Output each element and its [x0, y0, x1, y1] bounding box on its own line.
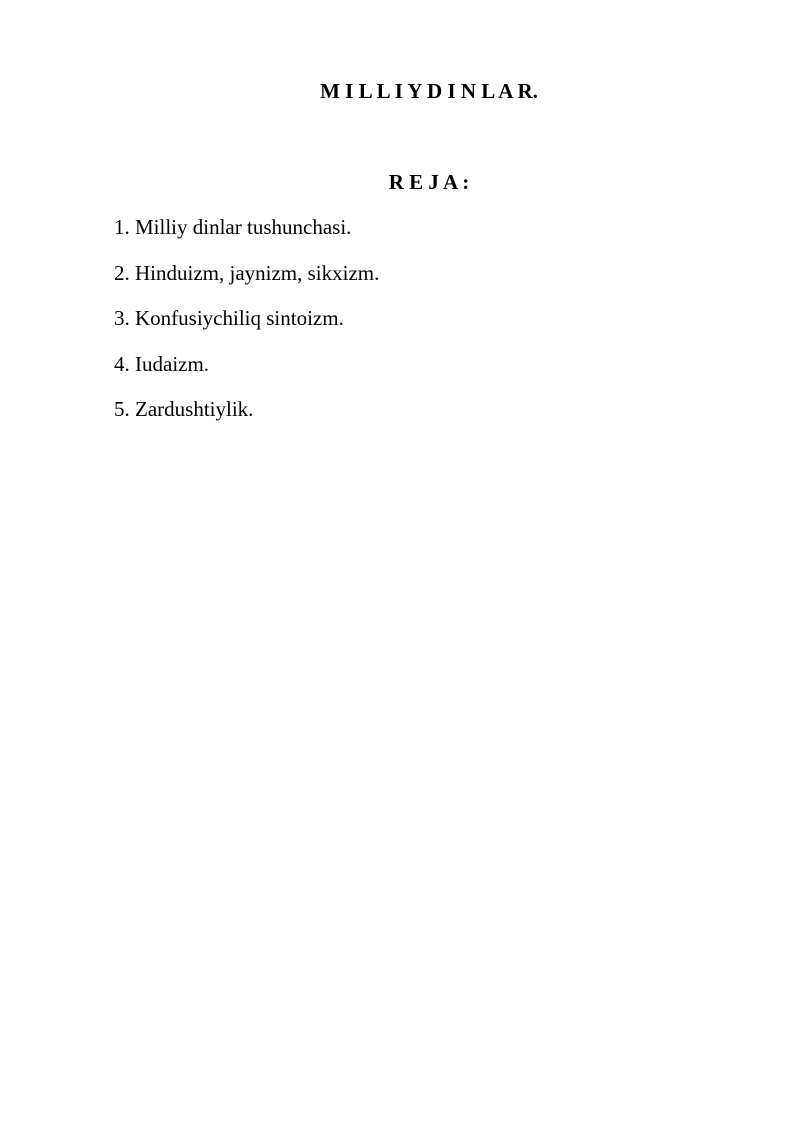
plan-item: 4. Iudaizm.	[114, 351, 210, 376]
document-title: M I L L I Y D I N L A R.	[320, 79, 538, 103]
plan-item: 1. Milliy dinlar tushunchasi.	[114, 215, 352, 239]
plan-list	[114, 212, 379, 440]
plan-item: 2. Hinduizm, jaynizm, sikxizm.	[114, 260, 380, 285]
plan-heading: R E J A :	[388, 170, 470, 194]
plan-item: 3. Konfusiychiliq sintoizm.	[114, 306, 344, 330]
plan-item: 5. Zardushtiylik.	[114, 397, 254, 421]
